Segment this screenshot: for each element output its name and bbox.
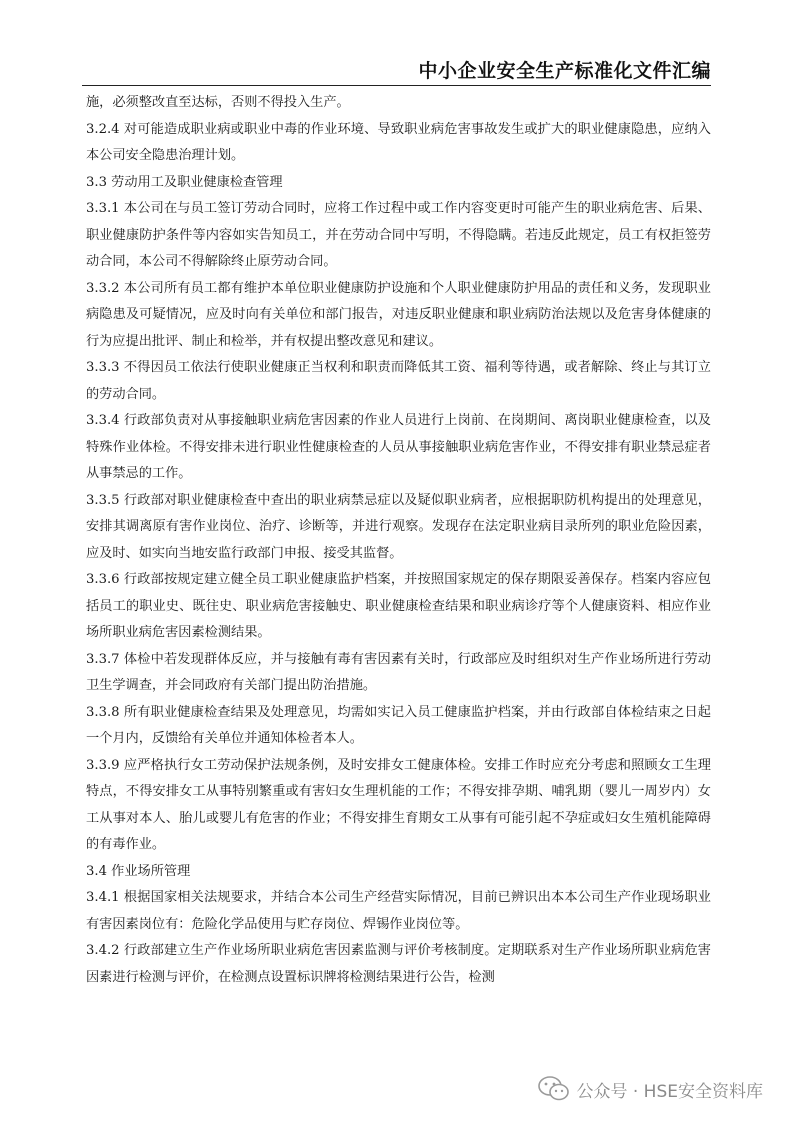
paragraph: 3.3.8 所有职业健康检查结果及处理意见，均需如实记入员工健康监护档案，并由行政部自体检结束之日起一个月内，反馈给有关单位并通知体检者本人。 <box>86 704 711 746</box>
paragraph: 3.3.2 本公司所有员工都有维护本单位职业健康防护设施和个人职业健康防护用品的责任和义务，发现职业病隐患及可疑情况，应及时向有关单位和部门报告，对违反职业健康和职业病防治法规以及危害身体健康的行为应提出批评、制止和检举，并有权提出整改意见和建议。 <box>86 280 711 349</box>
paragraph: 3.3.1 本公司在与员工签订劳动合同时，应将工作过程中或工作内容变更时可能产生的职业病危害、后果、职业健康防护条件等内容如实告知员工，并在劳动合同中写明，不得隐瞒。若违反此规定，员工有权拒签劳动合同，本公司不得解除终止原劳动合同。 <box>86 201 711 269</box>
watermark-text: 公众号 · HSE安全资料库 <box>576 1081 763 1102</box>
paragraph: 3.4.2 行政部建立生产作业场所职业病危害因素监测与评价考核制度。定期联系对生产作业场所职业病危害因素进行检测与评价，在检测点设置标识牌将检测结果进行公告，检测 <box>86 943 711 985</box>
paragraph: 3.3.4 行政部负责对从事接触职业病危害因素的作业人员进行上岗前、在岗期间、离岗职业健康检查，以及特殊作业体检。不得安排未进行职业性健康检查的人员从事接触职业病危害作业，不得安排有职业禁忌症者从事禁忌的工作。 <box>86 413 711 481</box>
wechat-icon <box>538 1076 570 1102</box>
paragraph: 3.3.7 体检中若发现群体反应，并与接触有毒有害因素有关时，行政部应及时组织对生产作业场所进行劳动卫生学调查，并会同政府有关部门提出防治措施。 <box>86 651 711 693</box>
paragraph: 3.3.6 行政部按规定建立健全员工职业健康监护档案，并按照国家规定的保存期限妥善保存。档案内容应包括员工的职业史、既往史、职业病危害接触史、职业健康检查结果和职业病诊疗等个人健康资料、相应作业场所职业病危害因素检测结果。 <box>86 572 711 640</box>
document-body <box>86 90 711 991</box>
page-header-title: 中小企业安全生产标准化文件汇编 <box>418 60 711 82</box>
paragraph: 3.3.3 不得因员工依法行使职业健康正当权利和职责而降低其工资、福利等待遇，或者解除、终止与其订立的劳动合同。 <box>86 360 711 402</box>
section-heading: 3.4 作业场所管理 <box>86 863 191 879</box>
paragraph: 3.4.1 根据国家相关法规要求，并结合本公司生产经营实际情况，目前已辨识出本本公司生产作业现场职业有害因素岗位有：危险化学品使用与贮存岗位、焊锡作业岗位等。 <box>86 890 711 932</box>
paragraph: 3.3.9 应严格执行女工劳动保护法规条例，及时安排女工健康体检。安排工作时应充分考虑和照顾女工生理特点，不得安排女工从事特别繁重或有害妇女生理机能的工作；不得安排孕期、哺乳期（婴儿一周岁内）女工从事对本人、胎儿或婴儿有危害的作业；不得安排生育期女工从事有可能引起不孕症或妇女生殖机能障碍的有毒作业。 <box>86 757 711 852</box>
header-divider <box>82 85 711 86</box>
section-heading: 3.3 劳动用工及职业健康检查管理 <box>86 174 283 190</box>
paragraph: 3.2.4 对可能造成职业病或职业中毒的作业环境、导致职业病危害事故发生或扩大的职业健康隐患，应纳入本公司安全隐患治理计划。 <box>86 121 711 163</box>
paragraph: 3.3.5 行政部对职业健康检查中查出的职业病禁忌症以及疑似职业病者，应根据职防机构提出的处理意见，安排其调离原有害作业岗位、治疗、诊断等，并进行观察。发现存在法定职业病目录所列的职业危险因素，应及时、如实向当地安监行政部门申报、接受其监督。 <box>86 492 711 561</box>
paragraph: 施，必须整改直至达标，否则不得投入生产。 <box>86 95 350 110</box>
watermark <box>538 1074 763 1104</box>
